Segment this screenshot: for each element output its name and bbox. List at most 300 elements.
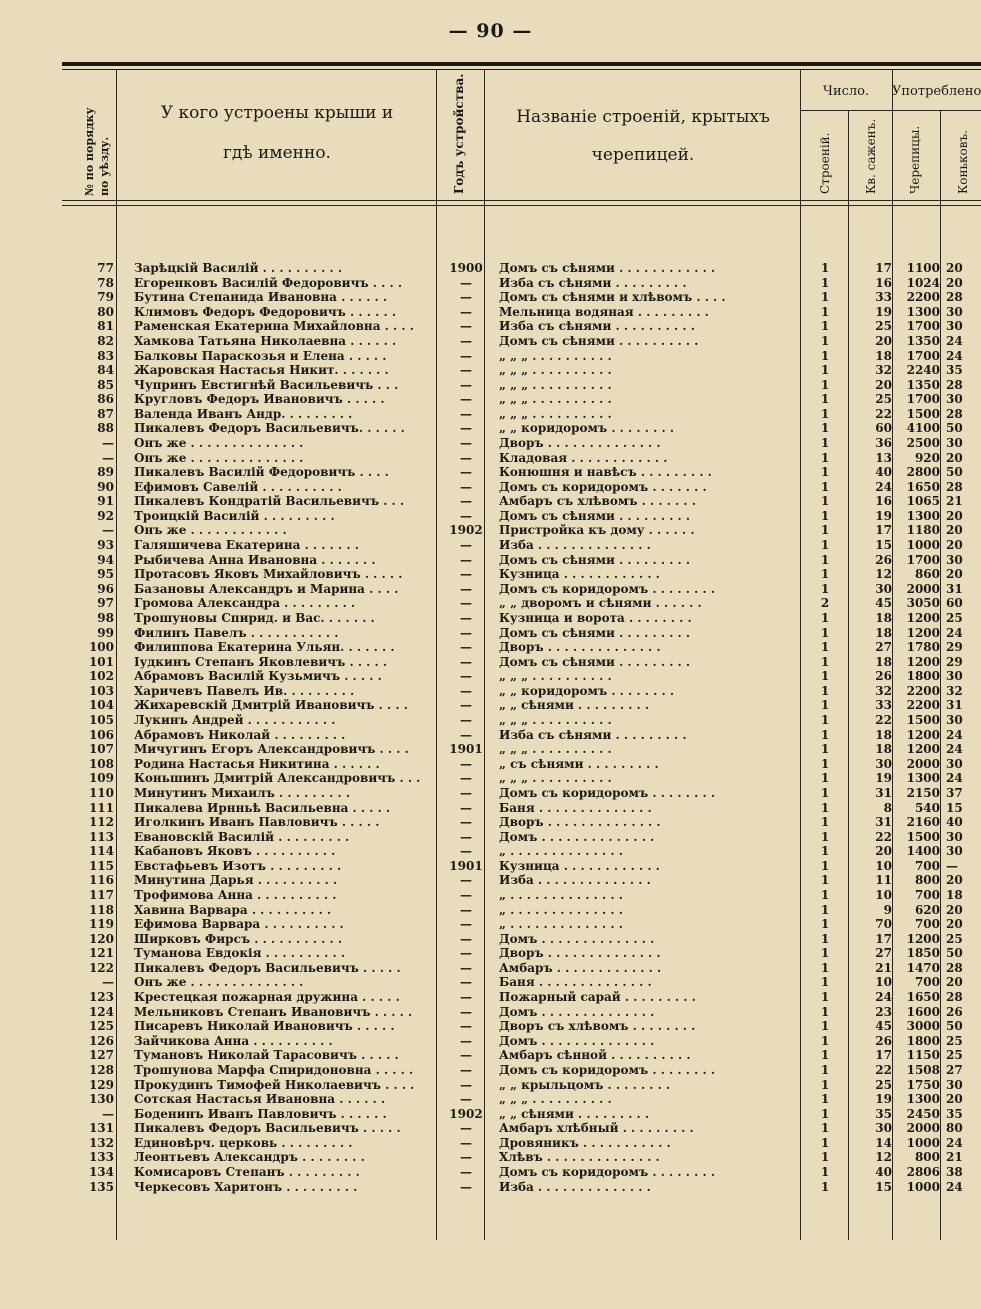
row-count: 1 [820,742,830,757]
row-number: — [102,523,114,538]
row-ridge: 27 [946,1062,963,1077]
row-building: Домъ съ сѣнями . . . . . . . . . [499,625,691,640]
row-count: 1 [820,304,830,319]
row-ridge: 30 [946,1077,963,1092]
row-square-sazhen: 26 [875,1033,892,1048]
row-year: — [460,698,472,713]
row-owner: Трошуновы Спирид. и Вас. . . . . . . [134,610,375,625]
row-tiles: 1800 [906,669,940,684]
row-year: — [460,800,472,815]
row-owner: Сотская Настасья Ивановна . . . . . . [134,1092,386,1107]
row-year: — [460,436,472,450]
row-owner: Хавина Варвара . . . . . . . . . . [134,902,332,917]
row-number: 98 [97,610,114,625]
row-square-sazhen: 25 [875,1077,892,1092]
row-building: Кузница . . . . . . . . . . . . [499,567,660,582]
row-year: 1901 [449,742,483,757]
row-owner: Климовъ Федоръ Федоровичъ . . . . . . [134,304,396,319]
row-count: 1 [820,421,830,436]
row-count: 1 [820,290,830,305]
row-number: 108 [88,756,114,771]
row-building: Изба съ сѣнями . . . . . . . . . [499,727,687,742]
row-year: — [460,902,472,917]
header-owner-2: гдѣ именно. [223,143,331,163]
row-building: „ „ „ . . . . . . . . . . [499,669,612,684]
row-square-sazhen: 19 [875,304,892,319]
row-ridge: 50 [946,946,963,961]
row-year: — [460,1019,472,1034]
row-year: — [460,975,472,990]
row-tiles: 2000 [906,1121,940,1136]
row-building: Изба съ сѣнями . . . . . . . . . [499,275,687,290]
row-square-sazhen: 60 [875,421,892,436]
row-count: 1 [820,333,830,348]
row-ridge: 30 [946,756,963,771]
row-ridge: — [946,858,958,873]
row-number: 117 [88,887,114,902]
row-year: — [460,1165,472,1179]
row-ridge: 24 [946,727,963,742]
row-building: „ „ коридоромъ . . . . . . . . [499,683,674,698]
row-tiles: 1470 [906,960,940,975]
row-building: Кузница . . . . . . . . . . . . [499,858,660,873]
row-square-sazhen: 17 [875,1048,892,1063]
row-square-sazhen: 23 [875,1004,892,1019]
row-owner: Филиппова Екатерина Ульян. . . . . . . [134,640,395,655]
row-year: — [460,713,472,727]
row-owner: Зарѣцкій Василій . . . . . . . . . . [134,261,343,275]
row-building: Домъ съ сѣнями и хлѣвомъ . . . . [499,290,726,305]
row-ridge: 31 [946,698,963,713]
row-owner: Егоренковъ Василій Федоровичъ . . . . [134,275,402,290]
row-tiles: 1000 [906,538,940,552]
row-tiles: 700 [914,975,940,990]
row-year: — [460,567,472,582]
row-count: 1 [820,756,830,771]
row-building: Дворъ . . . . . . . . . . . . . . [499,436,661,450]
row-count: 1 [820,1033,830,1048]
row-building: Амбаръ съ хлѣвомъ . . . . . . . [499,494,696,509]
header-count-buildings: Строеній. [818,132,832,194]
row-square-sazhen: 19 [875,508,892,523]
row-square-sazhen: 12 [875,1150,892,1165]
row-year: — [460,771,472,786]
row-year: — [460,931,472,946]
row-ridge: 28 [946,479,963,494]
row-number: 102 [88,669,114,684]
row-owner: Іудкинъ Степанъ Яковлевичъ . . . . . [134,654,388,669]
row-tiles: 1800 [906,1033,940,1048]
row-ridge: 80 [946,1121,963,1136]
row-building: Изба . . . . . . . . . . . . . . [499,1179,651,1194]
row-year: — [460,1092,472,1107]
row-tiles: 1200 [906,625,940,640]
row-ridge: 21 [946,494,963,509]
row-count: 1 [820,1004,830,1019]
row-owner: Зайчикова Анна . . . . . . . . . . [134,1033,333,1048]
row-number: 78 [97,275,114,290]
row-ridge: 30 [946,829,963,844]
row-owner: Онъ же . . . . . . . . . . . . [134,523,287,538]
row-ridge: 24 [946,742,963,757]
row-building: Изба . . . . . . . . . . . . . . [499,538,651,552]
row-tiles: 1000 [906,1135,940,1150]
row-year: — [460,348,472,363]
row-building: „ „ „ . . . . . . . . . . [499,713,612,727]
row-year: 1900 [449,261,483,275]
row-count: 1 [820,348,830,363]
row-owner: Пикалевъ Кондратій Васильевичъ . . . [134,494,405,509]
row-count: 1 [820,523,830,538]
row-count: 1 [820,581,830,596]
page-number: — 90 — [448,20,533,42]
row-building: „ . . . . . . . . . . . . . . [499,917,623,932]
row-number: — [102,1106,114,1121]
header-owner-1: У кого устроены крыши и [160,103,394,123]
row-year: — [460,333,472,348]
row-owner: Харичевъ Павелъ Ив. . . . . . . . . [134,683,355,698]
row-building: Дворъ . . . . . . . . . . . . . . [499,946,661,961]
row-square-sazhen: 40 [875,465,892,480]
row-square-sazhen: 19 [875,1092,892,1107]
row-tiles: 2200 [906,698,940,713]
row-number: 100 [88,640,114,655]
row-tiles: 1000 [906,1179,940,1194]
row-year: — [460,887,472,902]
row-building: Пожарный сарай . . . . . . . . . [499,990,696,1004]
row-building: Амбаръ хлѣбный . . . . . . . . . [499,1121,694,1136]
row-year: — [460,1121,472,1136]
row-number: 122 [88,960,114,975]
row-ridge: 30 [946,319,963,334]
row-count: 1 [820,887,830,902]
row-ridge: 21 [946,1150,963,1165]
row-owner: Минутина Дарья . . . . . . . . . . [134,873,338,888]
row-number: 109 [88,771,114,786]
row-tiles: 1024 [906,275,940,290]
row-building: Дровяникъ . . . . . . . . . . . [499,1135,671,1150]
row-square-sazhen: 18 [875,348,892,363]
row-building: Домъ съ сѣнями . . . . . . . . . [499,508,691,523]
row-count: 1 [820,1150,830,1165]
row-year: — [460,1033,472,1048]
row-square-sazhen: 10 [875,887,892,902]
row-building: Домъ . . . . . . . . . . . . . . [499,1033,655,1048]
row-building: „ „ „ . . . . . . . . . . [499,348,612,363]
row-owner: Кабановъ Яковъ . . . . . . . . . . [134,844,336,859]
row-owner: Комисаровъ Степанъ . . . . . . . . . [134,1165,360,1179]
row-tiles: 1650 [906,479,940,494]
row-number: 133 [88,1150,114,1165]
header-used-tiles: Черепицы. [908,125,922,194]
row-building: Баня . . . . . . . . . . . . . . [499,800,652,815]
row-tiles: 860 [914,567,940,582]
row-count: 1 [820,436,830,450]
row-year: — [460,508,472,523]
row-owner: Бутина Степанида Ивановна . . . . . . [134,290,388,305]
row-count: 1 [820,508,830,523]
row-ridge: 20 [946,975,963,990]
row-building: Домъ съ сѣнями . . . . . . . . . [499,552,691,567]
row-tiles: 1200 [906,654,940,669]
row-square-sazhen: 15 [875,538,892,552]
row-count: 1 [820,552,830,567]
row-building: „ „ „ . . . . . . . . . . [499,742,612,757]
row-square-sazhen: 18 [875,742,892,757]
row-ridge: 30 [946,304,963,319]
row-number: 80 [97,304,114,319]
row-building: „ . . . . . . . . . . . . . . [499,902,623,917]
row-owner: Трошунова Марфа Спиридоновна . . . . . [134,1062,414,1077]
row-number: 125 [88,1019,114,1034]
header-building-1: Названіе строеній, крытыхъ [516,107,770,127]
row-tiles: 1850 [906,946,940,961]
row-building: Кузница и ворота . . . . . . . . [499,610,692,625]
row-square-sazhen: 18 [875,654,892,669]
row-number: 82 [97,333,114,348]
row-ridge: 28 [946,406,963,421]
row-number: 89 [97,465,114,480]
row-year: — [460,406,472,421]
row-year: — [460,785,472,800]
row-ridge: 20 [946,275,963,290]
row-ridge: 20 [946,917,963,932]
row-tiles: 2240 [906,363,940,378]
row-tiles: 1200 [906,610,940,625]
row-tiles: 4100 [906,421,940,436]
row-owner: Ефимовъ Савелій . . . . . . . . . . [134,479,342,494]
row-building: Изба съ сѣнями . . . . . . . . . . [499,319,695,334]
row-count: 1 [820,669,830,684]
row-year: — [460,450,472,465]
top-rule [62,62,981,66]
row-square-sazhen: 22 [875,713,892,727]
row-year: — [460,683,472,698]
row-tiles: 1508 [906,1062,940,1077]
row-owner: Черкесовъ Харитонъ . . . . . . . . . [134,1179,358,1194]
row-count: 1 [820,1062,830,1077]
row-building: Дворъ . . . . . . . . . . . . . . [499,815,661,829]
row-square-sazhen: 45 [875,1019,892,1034]
row-tiles: 1500 [906,713,940,727]
row-count: 1 [820,917,830,932]
row-count: 1 [820,1106,830,1121]
row-building: Домъ съ коридоромъ . . . . . . . . [499,1062,715,1077]
row-building: Домъ съ коридоромъ . . . . . . . . [499,785,715,800]
row-tiles: 2450 [906,1106,940,1121]
table-row [70,1179,975,1196]
row-number: 95 [97,567,114,582]
row-number: 90 [97,479,114,494]
row-owner: Прокудинъ Тимофей Николаевичъ . . . . [134,1077,415,1092]
row-building: Кладовая . . . . . . . . . . . . [499,450,668,465]
row-ridge: 25 [946,1033,963,1048]
row-building: „ „ коридоромъ . . . . . . . . [499,421,674,436]
row-number: 106 [88,727,114,742]
row-year: — [460,465,472,480]
row-square-sazhen: 10 [875,975,892,990]
row-owner: Лукинъ Андрей . . . . . . . . . . . [134,713,336,727]
row-owner: Мичугинъ Егоръ Александровичъ . . . . [134,742,409,757]
row-building: Домъ съ сѣнями . . . . . . . . . . [499,333,699,348]
row-building: Дворъ съ хлѣвомъ . . . . . . . . [499,1019,696,1034]
row-tiles: 2150 [906,785,940,800]
row-owner: Мельниковъ Степанъ Ивановичъ . . . . . [134,1004,413,1019]
row-ridge: 29 [946,654,963,669]
row-tiles: 1200 [906,727,940,742]
row-year: — [460,654,472,669]
row-ridge: 50 [946,421,963,436]
row-ridge: 32 [946,683,963,698]
row-owner: Рыбичева Анна Ивановна . . . . . . . [134,552,376,567]
row-count: 1 [820,465,830,480]
row-ridge: 20 [946,523,963,538]
row-owner: Балковы Параскозья и Елена . . . . . [134,348,387,363]
row-year: — [460,669,472,684]
row-year: 1902 [449,523,483,538]
row-count: 1 [820,1179,830,1194]
row-year: — [460,960,472,975]
row-tiles: 1500 [906,406,940,421]
row-ridge: 38 [946,1165,963,1179]
row-count: 1 [820,1048,830,1063]
row-count: 1 [820,1121,830,1136]
row-owner: Тумановъ Николай Тарасовичъ . . . . . [134,1048,399,1063]
row-count: 1 [820,844,830,859]
row-year: — [460,844,472,859]
row-year: — [460,829,472,844]
row-square-sazhen: 24 [875,479,892,494]
row-square-sazhen: 31 [875,815,892,829]
row-count: 1 [820,713,830,727]
row-tiles: 1350 [906,333,940,348]
row-tiles: 620 [914,902,940,917]
row-number: 88 [97,421,114,436]
row-square-sazhen: 16 [875,494,892,509]
row-ridge: 25 [946,1048,963,1063]
row-tiles: 1750 [906,1077,940,1092]
row-ridge: 24 [946,625,963,640]
row-count: 1 [820,815,830,829]
row-year: — [460,581,472,596]
row-owner: Крестецкая пожарная дружина . . . . . [134,990,400,1004]
row-building: „ съ сѣнями . . . . . . . . . [499,756,659,771]
row-owner: Онъ же . . . . . . . . . . . . . . [134,436,304,450]
row-number: 86 [97,392,114,407]
row-building: „ „ „ . . . . . . . . . . [499,363,612,378]
row-tiles: 1650 [906,990,940,1004]
row-number: 105 [88,713,114,727]
row-count: 1 [820,829,830,844]
row-owner: Валенда Иванъ Андр. . . . . . . . . [134,406,353,421]
row-square-sazhen: 9 [883,902,892,917]
row-tiles: 1200 [906,931,940,946]
row-count: 1 [820,1077,830,1092]
row-building: Домъ . . . . . . . . . . . . . . [499,829,655,844]
top-rule-thin [62,69,981,70]
row-ridge: 30 [946,392,963,407]
row-count: 1 [820,698,830,713]
header-used-ridge: Коньковъ. [956,130,970,194]
row-square-sazhen: 20 [875,333,892,348]
row-ridge: 29 [946,640,963,655]
row-year: — [460,421,472,436]
header-num: № по порядку по уѣзду. [83,107,111,196]
row-count: 2 [820,596,830,611]
row-year: — [460,727,472,742]
row-number: 77 [97,261,114,275]
row-owner: Онъ же . . . . . . . . . . . . . . [134,450,304,465]
row-ridge: 30 [946,844,963,859]
row-square-sazhen: 26 [875,552,892,567]
row-tiles: 2200 [906,290,940,305]
row-count: 1 [820,479,830,494]
row-count: 1 [820,377,830,392]
row-ridge: 35 [946,1106,963,1121]
row-number: 92 [97,508,114,523]
row-tiles: 1400 [906,844,940,859]
row-tiles: 1200 [906,742,940,757]
row-building: Баня . . . . . . . . . . . . . . [499,975,652,990]
row-count: 1 [820,363,830,378]
row-ridge: 50 [946,1019,963,1034]
row-owner: Чупринъ Евстигнѣй Васильевичъ . . . [134,377,399,392]
row-building: Домъ съ коридоромъ . . . . . . . . [499,1165,715,1179]
row-tiles: 1100 [906,261,940,275]
row-square-sazhen: 35 [875,1106,892,1121]
row-number: 87 [97,406,114,421]
row-tiles: 800 [914,873,940,888]
row-number: 119 [88,917,114,932]
row-tiles: 1300 [906,508,940,523]
row-count: 1 [820,683,830,698]
row-number: 118 [88,902,114,917]
row-owner: Туманова Евдокія . . . . . . . . . . [134,946,346,961]
row-owner: Единовѣрч. церковь . . . . . . . . . [134,1135,353,1150]
row-building: „ „ сѣнями . . . . . . . . . [499,1106,650,1121]
row-square-sazhen: 45 [875,596,892,611]
row-ridge: 40 [946,815,963,829]
row-owner: Пикалевъ Федоръ Васильевичъ . . . . . [134,960,401,975]
row-ridge: 28 [946,990,963,1004]
row-count: 1 [820,975,830,990]
row-count: 1 [820,654,830,669]
row-owner: Жихаревскій Дмитрій Ивановичъ . . . . [134,698,408,713]
row-tiles: 800 [914,1150,940,1165]
row-count: 1 [820,800,830,815]
row-building: „ „ „ . . . . . . . . . . [499,392,612,407]
row-tiles: 920 [914,450,940,465]
row-tiles: 2000 [906,581,940,596]
row-count: 1 [820,610,830,625]
row-number: — [102,975,114,990]
row-building: Изба . . . . . . . . . . . . . . [499,873,651,888]
row-number: 128 [88,1062,114,1077]
row-square-sazhen: 18 [875,625,892,640]
row-year: — [460,1150,472,1165]
row-number: 81 [97,319,114,334]
row-building: Домъ съ сѣнями . . . . . . . . . . . . [499,261,716,275]
row-year: — [460,552,472,567]
row-number: 101 [88,654,114,669]
row-ridge: 30 [946,669,963,684]
row-count: 1 [820,275,830,290]
row-count: 1 [820,538,830,552]
row-count: 1 [820,450,830,465]
row-owner: Писаревъ Николай Ивановичъ . . . . . [134,1019,395,1034]
row-building: Конюшня и навѣсъ . . . . . . . . . [499,465,712,480]
row-building: „ „ „ . . . . . . . . . . [499,771,612,786]
